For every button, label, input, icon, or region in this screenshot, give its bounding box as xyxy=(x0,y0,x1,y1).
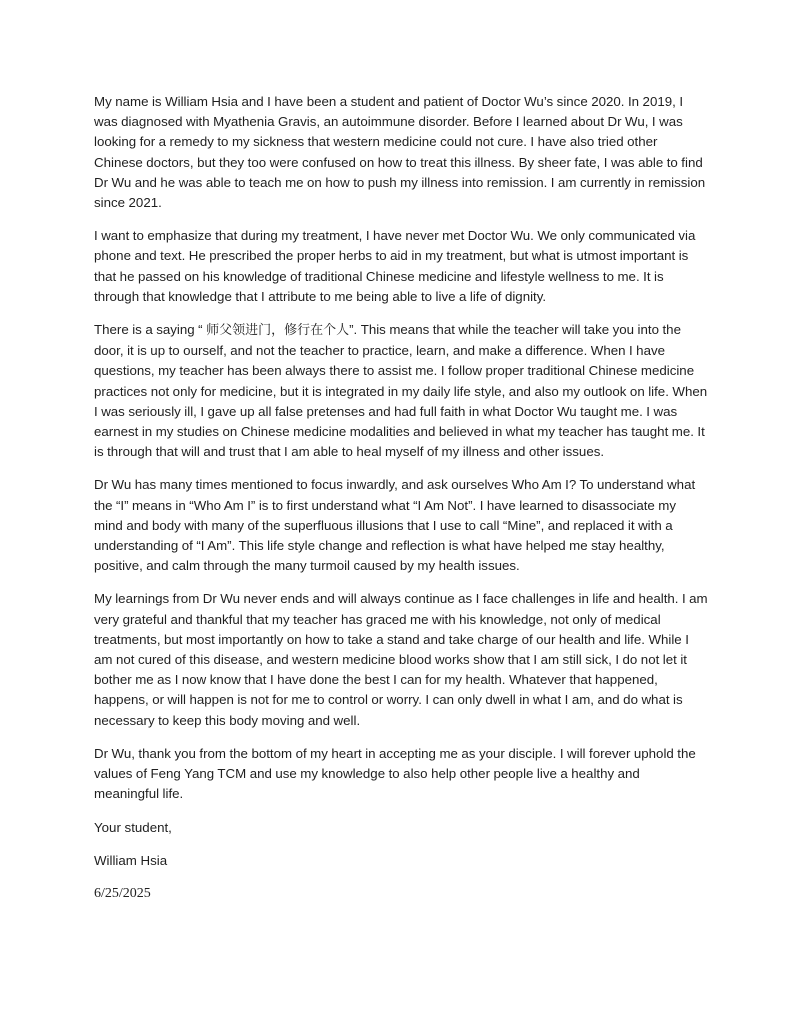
paragraph-who-am-i: Dr Wu has many times mentioned to focus inwardly, and ask ourselves Who Am I? To understand what the “I” means in “Who Am I” is to first understand what “I Am Not”. I have learned to disassociate my mind and body with many of the superfluous illusions that I use to call “Mine”, and replaced it with a understanding of “I Am”. This life style change and reflection is what have helped me stay healthy, positive, and calm through the many turmoil caused by my health issues. xyxy=(94,477,696,574)
chinese-saying: 师父领进门，修行在个人 xyxy=(206,323,350,339)
signature-name: William Hsia xyxy=(94,852,168,868)
paragraph-thanks: Dr Wu, thank you from the bottom of my heart in accepting me as your disciple. I will forever uphold the values of Feng Yang TCM and use my knowledge to also help other people live a healthy and meaningful life. xyxy=(94,745,696,802)
saying-prefix: There is a saying “ xyxy=(94,322,207,338)
saying-explanation: ”. This means that while the teacher will take you into the door, it is up to ourself, and not the teacher to practice, learn, and make a difference. When I have questions, my teacher has been always there to assist me. I follow proper traditional Chinese medicine practices not only for medicine, but it is integrated in my daily life style, and also my outlook on life. When I was seriously ill, I gave up all false pretenses and had full faith in what Doctor Wu taught me. I was earnest in my studies on Chinese medicine modalities and believed in what my teacher has taught me. It is through that will and trust that I am able to heal myself of my illness and other issues. xyxy=(94,322,708,460)
closing-line: Your student, xyxy=(94,819,172,835)
letter-date: 6/25/2025 xyxy=(94,885,151,901)
paragraph-treatment: I want to emphasize that during my treatment, I have never met Doctor Wu. We only communicated via phone and text. He prescribed the proper herbs to aid in my treatment, but what is utmost important is that he passed on his knowledge of traditional Chinese medicine and lifestyle wellness to me. It is through that knowledge that I attribute to me being able to live a life of dignity. xyxy=(94,228,696,304)
paragraph-learnings: My learnings from Dr Wu never ends and will always continue as I face challenges in life and health. I am very grateful and thankful that my teacher has graced me with his knowledge, not only of medical treatments, but most importantly on how to take a stand and take charge of our health and life. While I am not cured of this disease, and western medicine blood works show that I am still sick, I do not let it bother me as I now know that I have done the best I can for my health. Whatever that happened, happens, or will happen is not for me to control or worry. I can only dwell in what I am, and do what is necessary to keep this body moving and well. xyxy=(94,591,708,728)
paragraph-saying xyxy=(94,320,708,462)
paragraph-introduction: My name is William Hsia and I have been a student and patient of Doctor Wu’s since 2020. In 2019, I was diagnosed with Myathenia Gravis, an autoimmune disorder. Before I learned about Dr Wu, I was looking for a remedy to my sickness that western medicine could not cure. I have also tried other Chinese doctors, but they too were confused on how to treat this illness. By sheer fate, I was able to find Dr Wu and he was able to teach me on how to push my illness into remission. I am currently in remission since 2021. xyxy=(94,94,706,211)
letter-body xyxy=(94,92,708,904)
